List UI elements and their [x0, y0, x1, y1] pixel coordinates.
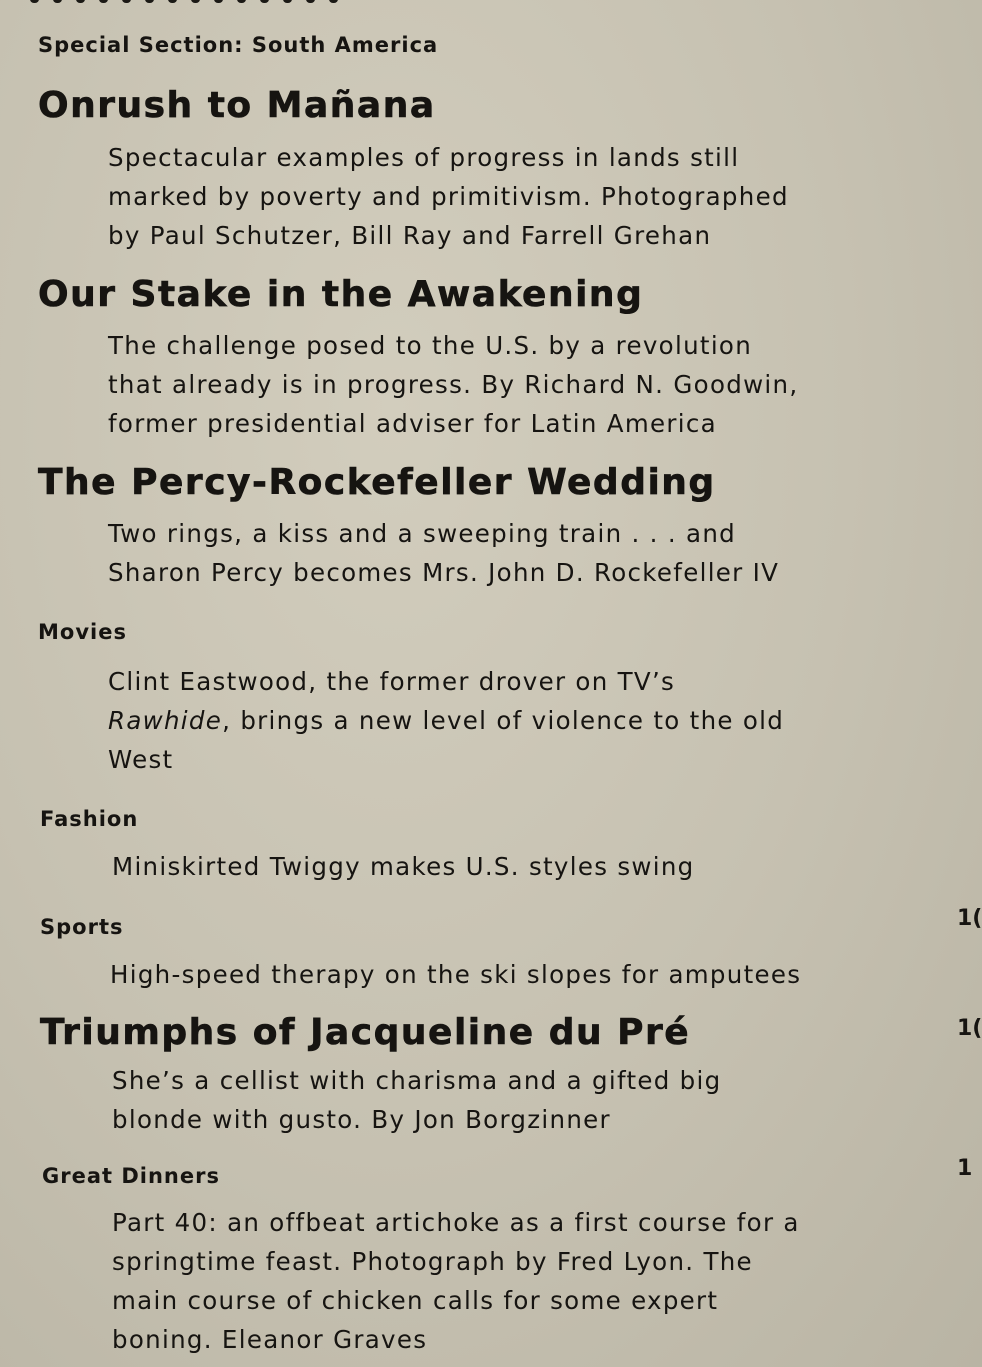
summary-line: main course of chicken calls for some expert: [112, 1286, 719, 1315]
article-summary-movies: [108, 662, 948, 779]
summary-line: that already is in progress. By Richard N. Goodwin,: [108, 370, 799, 399]
summary-line-rest: , brings a new level of violence to the old: [222, 706, 785, 735]
summary-line: Part 40: an offbeat artichoke as a first course for a: [112, 1208, 800, 1237]
section-label-great-dinners: Great Dinners: [42, 1164, 220, 1188]
summary-line: former presidential adviser for Latin America: [108, 409, 717, 438]
cropped-top-text: [30, 0, 360, 2]
summary-line: She’s a cellist with charisma and a gifted big: [112, 1066, 722, 1095]
summary-line: springtime feast. Photograph by Fred Lyon. The: [112, 1247, 753, 1276]
show-title-rawhide: Rawhide: [108, 706, 223, 735]
article-summary-fashion: [112, 847, 952, 886]
summary-line: Two rings, a kiss and a sweeping train . . . and: [108, 519, 737, 548]
summary-line: Clint Eastwood, the former drover on TV’s: [108, 667, 676, 696]
headline-percy-rockefeller: The Percy-Rockefeller Wedding: [38, 462, 716, 503]
summary-line: Spectacular examples of progress in lands still: [108, 143, 740, 172]
article-summary-wedding: [108, 514, 948, 592]
article-summary-onrush: [108, 138, 948, 255]
article-summary-great-dinners: [112, 1203, 952, 1359]
article-summary-du-pre: [112, 1061, 952, 1139]
summary-line: blonde with gusto. By Jon Borgzinner: [112, 1105, 611, 1134]
section-label-special: Special Section: South America: [38, 33, 439, 57]
page-number-sports: 1(: [957, 906, 982, 931]
article-summary-sports: [110, 955, 950, 994]
summary-line: by Paul Schutzer, Bill Ray and Farrell Grehan: [108, 221, 712, 250]
summary-line: High-speed therapy on the ski slopes for amputees: [110, 960, 802, 989]
headline-jacqueline-du-pre: Triumphs of Jacqueline du Pré: [40, 1012, 691, 1053]
summary-line: Sharon Percy becomes Mrs. John D. Rockefeller IV: [108, 558, 780, 587]
summary-line: West: [108, 745, 174, 774]
headline-onrush: Onrush to Mañana: [38, 85, 436, 126]
page-number-du-pre: 1(: [957, 1016, 982, 1041]
section-label-sports: Sports: [40, 915, 124, 939]
summary-line: boning. Eleanor Graves: [112, 1325, 428, 1354]
summary-line: The challenge posed to the U.S. by a revolution: [108, 331, 753, 360]
section-label-fashion: Fashion: [40, 807, 139, 831]
summary-line: marked by poverty and primitivism. Photographed: [108, 182, 789, 211]
article-summary-our-stake: [108, 326, 948, 443]
headline-our-stake: Our Stake in the Awakening: [38, 274, 644, 315]
summary-line: Miniskirted Twiggy makes U.S. styles swing: [112, 852, 695, 881]
page-number-great-dinners: 1: [957, 1156, 973, 1181]
section-label-movies: Movies: [38, 620, 127, 644]
summary-line: [108, 701, 948, 740]
